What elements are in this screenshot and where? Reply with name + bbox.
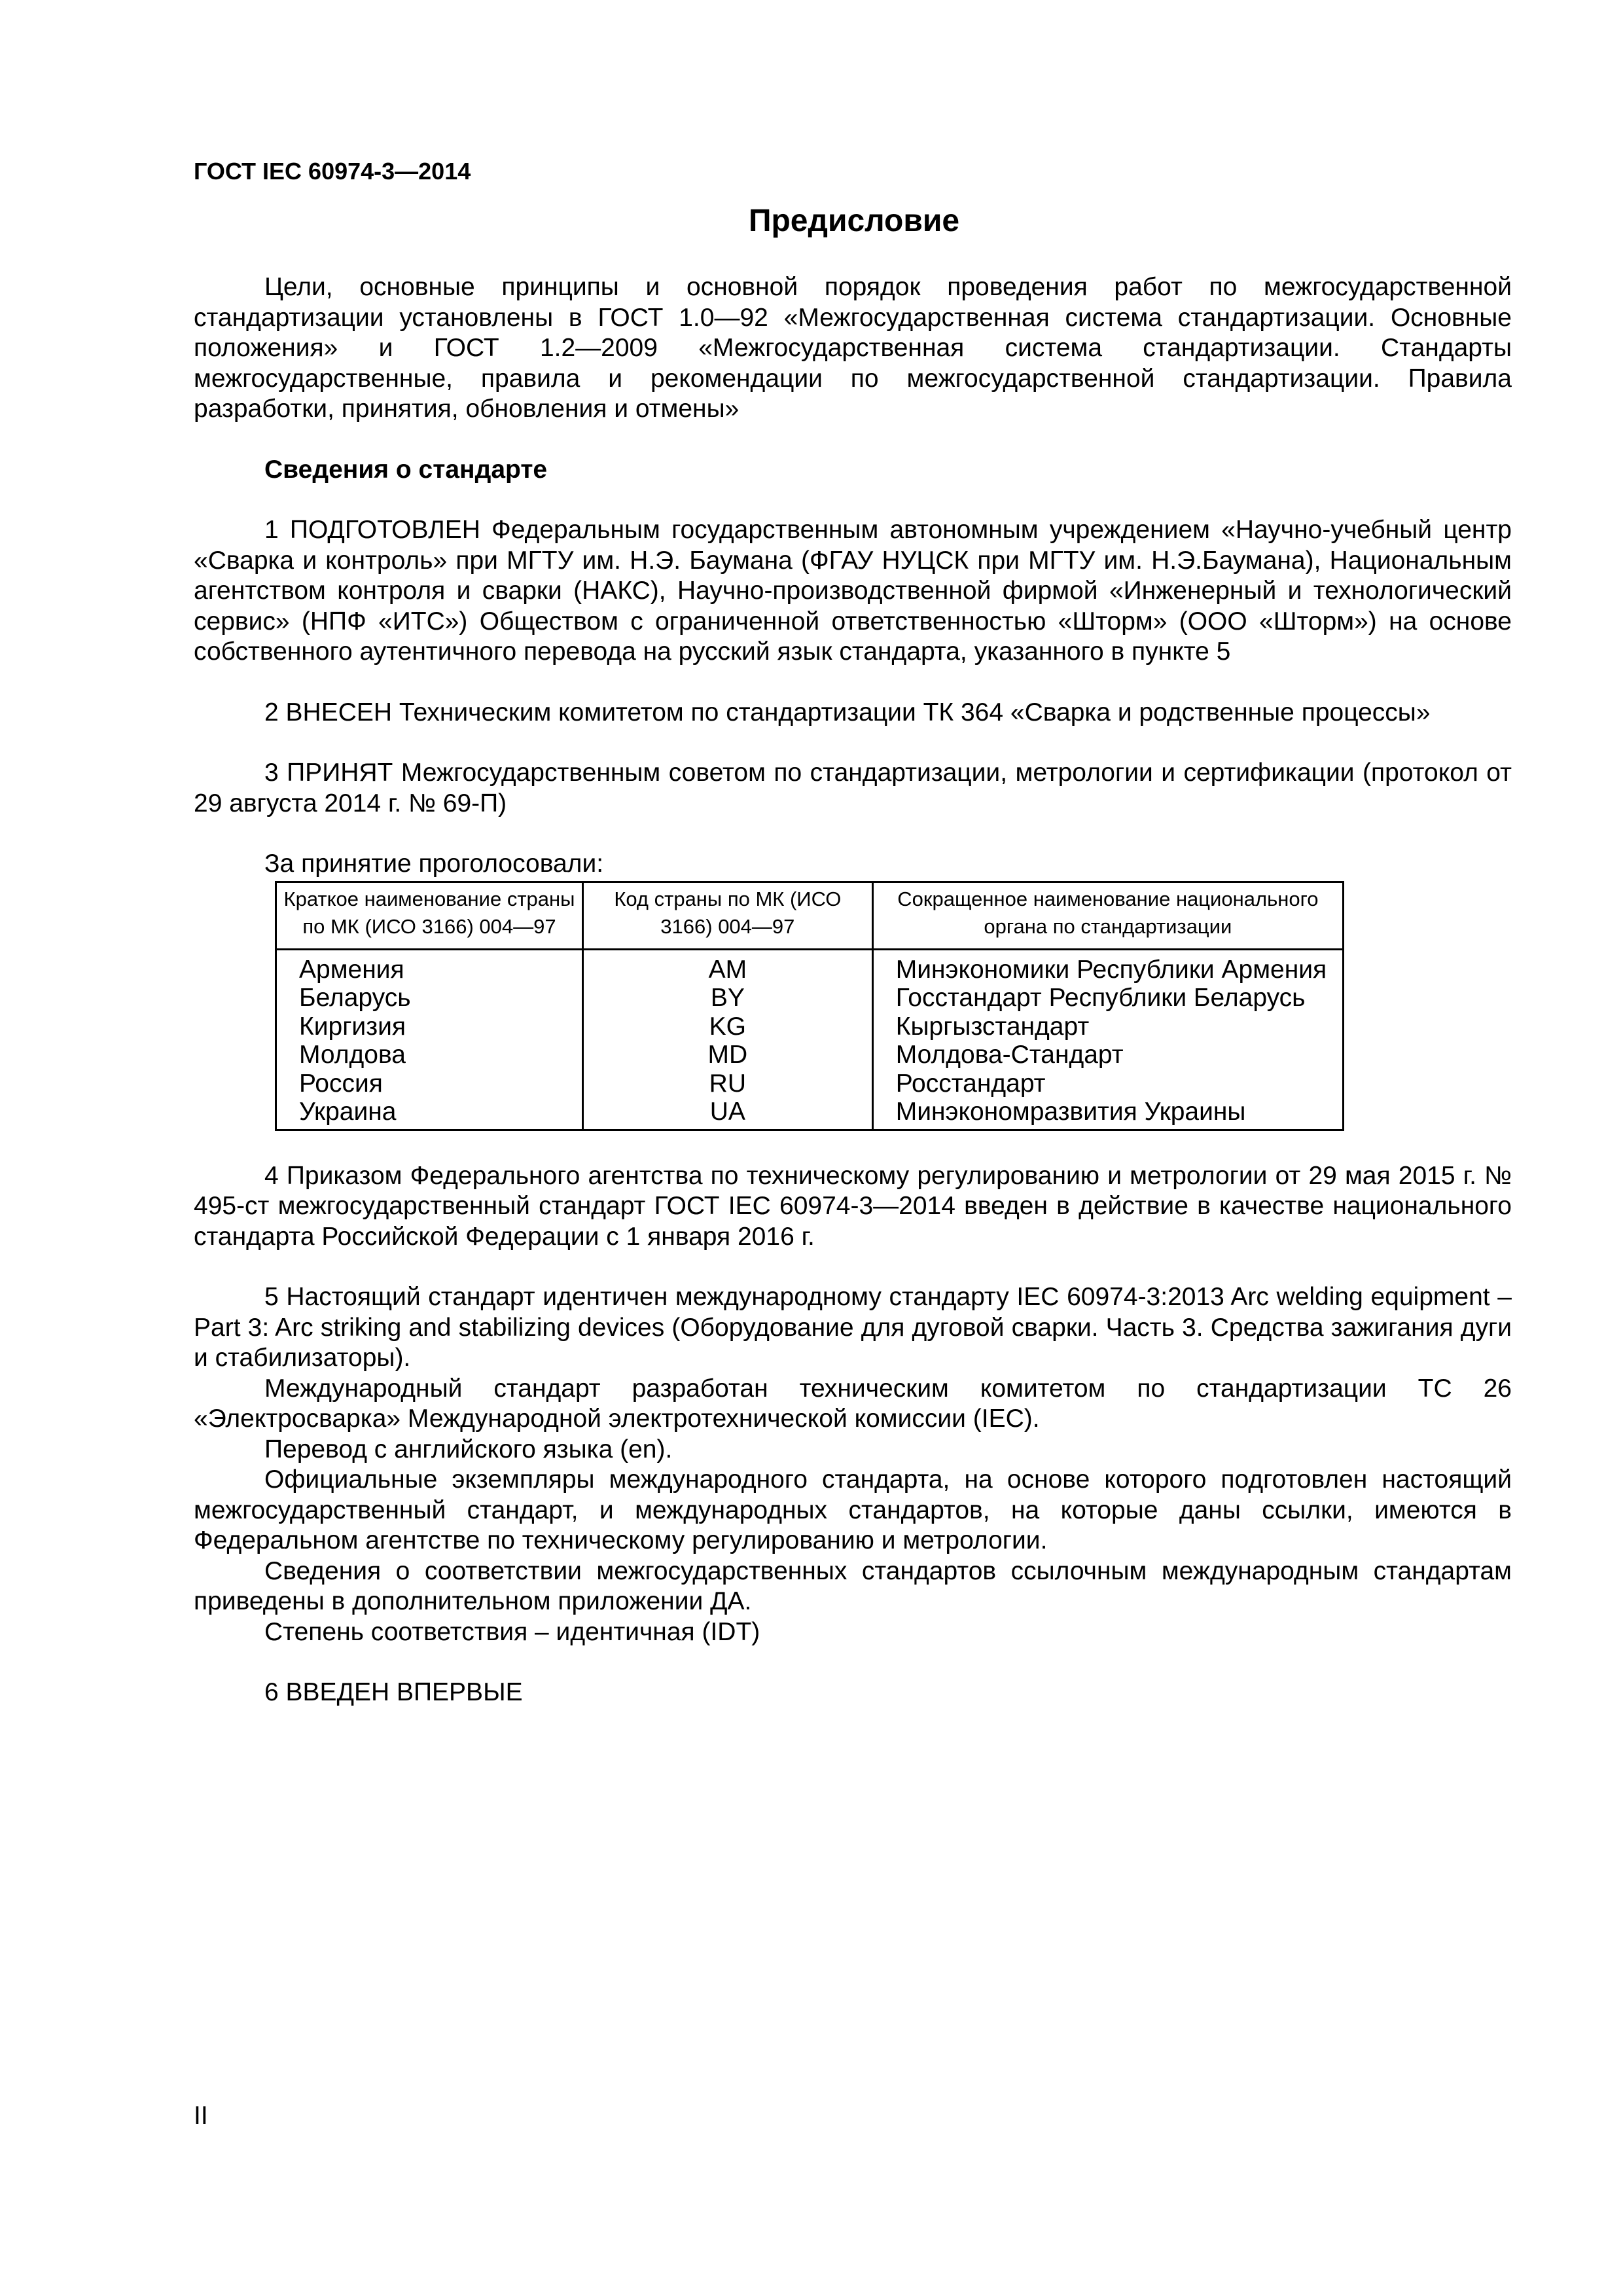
code-cell: KG xyxy=(582,1013,872,1041)
page-title: Предисловие xyxy=(748,204,960,238)
country-cell: Украина xyxy=(276,1098,583,1130)
country-cell: Киргизия xyxy=(276,1013,583,1041)
vote-table-header xyxy=(276,882,1344,949)
document-code: ГОСТ IEC 60974-3—2014 xyxy=(194,158,471,185)
item-5-official-copies: Официальные экземпляры международного стандарта, на основе которого подготовлен настоящий межгосударственный стандарт, и международных стандартов, на которые даны ссылки, имеются в Федеральном агентстве по техническому регулированию и метрологии. xyxy=(194,1465,1512,1554)
country-cell: Молдова xyxy=(276,1041,583,1069)
table-row xyxy=(276,949,1344,984)
org-cell: Кыргызстандарт xyxy=(872,1013,1343,1041)
header-country: Краткое наименование страны по МК (ИСО 3166) 004—97 xyxy=(276,882,583,949)
item-1-prepared: 1 ПОДГОТОВЛЕН Федеральным государственным автономным учреждением «Научно-учебный центр «Сварка и контроль» при МГТУ им. Н.Э. Баумана (ФГАУ НУЦСК при МГТУ им. Н.Э.Баумана), Национальным агентством контроля и сварки (НАКС), Научно-производственной фирмой «Инженерный и технологический сервис» (НПФ «ИТС») Обществом с ограниченной ответственностью «Шторм» (ООО «Шторм») на основе собственного аутентичного перевода на русский язык стандарта, указанного в пункте 5 xyxy=(194,516,1512,666)
country-cell: Россия xyxy=(276,1069,583,1098)
document-body xyxy=(194,272,1512,1708)
country-cell: Армения xyxy=(276,949,583,984)
table-row xyxy=(276,1098,1344,1130)
header-code: Код страны по МК (ИСО 3166) 004—97 xyxy=(582,882,872,949)
vote-label: За принятие проголосовали: xyxy=(264,850,604,878)
table-row xyxy=(276,1041,1344,1069)
standard-info-heading: Сведения о стандарте xyxy=(264,455,548,484)
item-3-adopted: 3 ПРИНЯТ Межгосударственным советом по стандартизации, метрологии и сертификации (протокол от 29 августа 2014 г. № 69-П) xyxy=(194,759,1512,817)
item-5-identical: 5 Настоящий стандарт идентичен международному стандарту IEC 60974-3:2013 Arc welding equipment – Part 3: Arc striking and stabilizing devices (Оборудование для дуговой сварки. Часть 3. Средства зажигания дуги и стабилизаторы). xyxy=(194,1283,1512,1372)
vote-table xyxy=(275,881,1344,1131)
item-5-translation: Перевод с английского языка (en). xyxy=(264,1435,673,1463)
item-5-developer: Международный стандарт разработан техническим комитетом по стандартизации ТС 26 «Электросварка» Международной электротехнической комиссии (IEC). xyxy=(194,1374,1512,1433)
org-cell: Молдова-Стандарт xyxy=(872,1041,1343,1069)
intro-paragraph: Цели, основные принципы и основной порядок проведения работ по межгосударственной стандартизации установлены в ГОСТ 1.0—92 «Межгосударственная система стандартизации. Основные положения» и ГОСТ 1.2—2009 «Межгосударственная система стандартизации. Стандарты межгосударственные, правила и рекомендации по межгосударственной стандартизации. Правила разработки, принятия, обновления и отмены» xyxy=(194,273,1512,423)
code-cell: RU xyxy=(582,1069,872,1098)
table-row xyxy=(276,1069,1344,1098)
code-cell: AM xyxy=(582,949,872,984)
org-cell: Госстандарт Республики Беларусь xyxy=(872,984,1343,1013)
item-5-correspondence: Сведения о соответствии межгосударственных стандартов ссылочным международным стандартам приведены в дополнительном приложении ДА. xyxy=(194,1556,1512,1615)
org-cell: Минэкономразвития Украины xyxy=(872,1098,1343,1130)
item-4-order: 4 Приказом Федерального агентства по техническому регулированию и метрологии от 29 мая 2015 г. № 495-ст межгосударственный стандарт ГОСТ IEC 60974-3—2014 введен в действие в качестве национального стандарта Российской Федерации с 1 января 2016 г. xyxy=(194,1161,1512,1251)
page-number: II xyxy=(194,2102,208,2130)
org-cell: Росстандарт xyxy=(872,1069,1343,1098)
item-5-degree: Степень соответствия – идентичная (IDT) xyxy=(264,1617,760,1646)
country-cell: Беларусь xyxy=(276,984,583,1013)
code-cell: MD xyxy=(582,1041,872,1069)
code-cell: BY xyxy=(582,984,872,1013)
org-cell: Минэкономики Республики Армения xyxy=(872,949,1343,984)
table-row xyxy=(276,1013,1344,1041)
header-organization: Сокращенное наименование национального органа по стандартизации xyxy=(872,882,1343,949)
item-2-submitted: 2 ВНЕСЕН Техническим комитетом по стандартизации ТК 364 «Сварка и родственные процессы» xyxy=(264,698,1431,726)
table-row xyxy=(276,984,1344,1013)
item-6-introduced: 6 ВВЕДЕН ВПЕРВЫЕ xyxy=(264,1678,523,1706)
code-cell: UA xyxy=(582,1098,872,1130)
